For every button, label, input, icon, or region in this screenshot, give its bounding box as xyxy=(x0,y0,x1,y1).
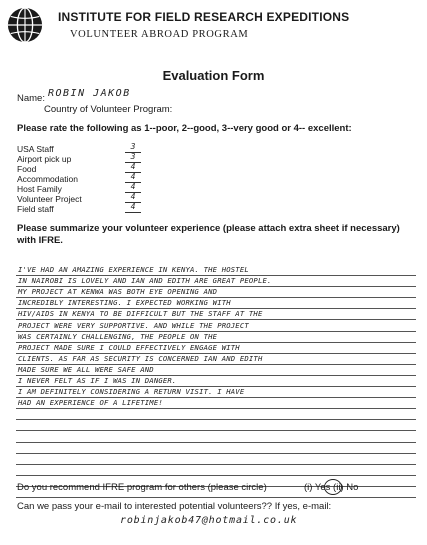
summary-line xyxy=(16,409,416,420)
summary-line xyxy=(16,365,416,376)
name-value: ROBIN JAKOB xyxy=(48,88,131,99)
rating-row xyxy=(17,204,167,214)
rating-label: Accommodation xyxy=(17,174,78,184)
rating-row xyxy=(17,184,167,194)
rating-value: 4 xyxy=(130,202,136,211)
summary-line-text: I'VE HAD AN AMAZING EXPERIENCE IN KENYA. THE HOSTEL xyxy=(18,265,249,275)
summary-line xyxy=(16,431,416,442)
summary-prompt: Please summarize your volunteer experience (please attach extra sheet if necessary) with IFRE. xyxy=(17,223,400,246)
summary-line xyxy=(16,309,416,320)
organization-name: INSTITUTE FOR FIELD RESEARCH EXPEDITIONS xyxy=(58,10,350,24)
rating-label: Airport pick up xyxy=(17,154,72,164)
summary-line xyxy=(16,298,416,309)
rating-label: Field staff xyxy=(17,204,54,214)
rating-value: 4 xyxy=(130,192,136,201)
summary-lines xyxy=(16,265,416,498)
summary-line xyxy=(16,376,416,387)
recommend-question: Do you recommend IFRE program for others (please circle) xyxy=(17,482,267,493)
summary-line xyxy=(16,465,416,476)
rating-value: 4 xyxy=(130,172,136,181)
summary-line-text: INCREDIBLY INTERESTING. I EXPECTED WORKING WITH xyxy=(18,298,231,308)
summary-line xyxy=(16,354,416,365)
rating-label: Food xyxy=(17,164,37,174)
summary-line xyxy=(16,420,416,431)
rating-row xyxy=(17,164,167,174)
summary-line xyxy=(16,265,416,276)
globe-icon xyxy=(6,6,44,44)
name-label: Name: xyxy=(17,93,45,104)
rating-row xyxy=(17,174,167,184)
rating-row xyxy=(17,154,167,164)
rating-value: 3 xyxy=(130,142,136,151)
summary-line xyxy=(16,398,416,409)
rating-value: 3 xyxy=(130,152,136,161)
rating-value: 4 xyxy=(130,182,136,191)
email-question: Can we pass your e-mail to interested potential volunteers?? If yes, e-mail: xyxy=(17,501,332,512)
summary-line xyxy=(16,343,416,354)
recommend-options: (i) Yes (ii) No xyxy=(304,482,359,493)
summary-line xyxy=(16,387,416,398)
summary-line-text: HAD AN EXPERIENCE OF A LIFETIME! xyxy=(18,398,163,408)
summary-line-text: MY PROJECT AT KENWA WAS BOTH EYE OPENING AND xyxy=(18,287,218,297)
summary-line-text: CLIENTS. AS FAR AS SECURITY IS CONCERNED IAN AND EDITH xyxy=(18,353,263,363)
form-title: Evaluation Form xyxy=(162,68,265,83)
organization-subtitle: VOLUNTEER ABROAD PROGRAM xyxy=(70,29,249,40)
country-label: Country of Volunteer Program: xyxy=(44,104,173,115)
summary-line xyxy=(16,332,416,343)
yes-circle-mark xyxy=(324,479,342,495)
rating-label: Volunteer Project xyxy=(17,194,82,204)
summary-line xyxy=(16,443,416,454)
email-value: robinjakob47@hotmail.co.uk xyxy=(120,515,298,526)
rating-row xyxy=(17,194,167,204)
rating-label: Host Family xyxy=(17,184,62,194)
summary-line-text: PROJECT WERE VERY SUPPORTIVE. AND WHILE THE PROJECT xyxy=(18,320,249,330)
summary-line-text: IN NAIROBI IS LOVELY AND IAN AND EDITH ARE GREAT PEOPLE. xyxy=(18,276,272,286)
rating-underline xyxy=(125,212,141,213)
summary-line xyxy=(16,320,416,331)
summary-line xyxy=(16,276,416,287)
summary-line-text: I AM DEFINITELY CONSIDERING A RETURN VISIT. I HAVE xyxy=(18,387,245,397)
rating-row xyxy=(17,144,167,154)
rating-prompt: Please rate the following as 1--poor, 2--good, 3--very good or 4-- excellent: xyxy=(17,123,352,134)
rating-value: 4 xyxy=(130,162,136,171)
summary-line-text: HIV/AIDS IN KENYA TO BE DIFFICULT BUT THE STAFF AT THE xyxy=(18,309,263,319)
summary-line xyxy=(16,454,416,465)
rating-label: USA Staff xyxy=(17,144,54,154)
summary-line-text: WAS CERTAINLY CHALLENGING, THE PEOPLE ON THE xyxy=(18,331,218,341)
summary-line xyxy=(16,287,416,298)
summary-line-text: I NEVER FELT AS IF I WAS IN DANGER. xyxy=(18,376,177,386)
summary-line-text: MADE SURE WE ALL WERE SAFE AND xyxy=(18,364,154,374)
summary-line-text: PROJECT MADE SURE I COULD EFFECTIVELY ENGAGE WITH xyxy=(18,342,240,352)
